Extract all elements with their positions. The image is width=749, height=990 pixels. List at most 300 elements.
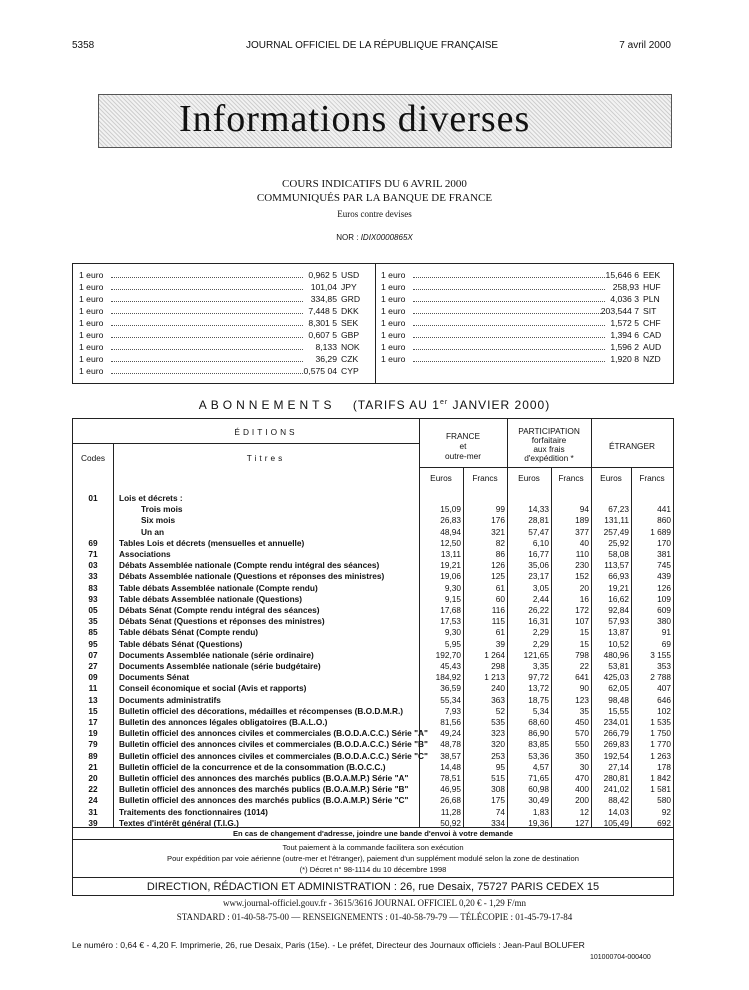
row-value: 55,34 bbox=[440, 694, 461, 705]
row-value: 20 bbox=[579, 582, 589, 593]
rate-label: 1 euro bbox=[381, 330, 406, 340]
rate-label: 1 euro bbox=[79, 318, 104, 328]
row-value: 107 bbox=[575, 616, 589, 627]
row-value: 27,14 bbox=[608, 761, 629, 772]
row-value: 60 bbox=[495, 593, 505, 604]
row-code: 15 bbox=[88, 705, 98, 716]
section-banner bbox=[98, 94, 672, 148]
table-row bbox=[73, 784, 673, 794]
row-code: 89 bbox=[88, 750, 98, 761]
row-value: 3,35 bbox=[532, 661, 549, 671]
table-row bbox=[73, 818, 673, 828]
row-value: 280,81 bbox=[603, 773, 629, 783]
table-row bbox=[73, 515, 673, 525]
row-value: 16,31 bbox=[528, 616, 549, 627]
row-code: 35 bbox=[88, 616, 98, 627]
currency-code: SIT bbox=[643, 306, 657, 316]
row-value: 30 bbox=[579, 761, 589, 772]
row-value: 470 bbox=[575, 773, 589, 783]
leader-dots bbox=[111, 289, 303, 290]
row-value: 26,83 bbox=[440, 515, 461, 526]
row-value: 19,21 bbox=[608, 582, 629, 593]
row-value: 16 bbox=[579, 593, 589, 604]
row-code: 95 bbox=[88, 638, 98, 649]
row-value: 1 263 bbox=[650, 750, 671, 761]
row-value: 26,68 bbox=[440, 795, 461, 806]
table-row bbox=[73, 661, 673, 671]
row-value: 19,06 bbox=[440, 571, 461, 582]
row-value: 92 bbox=[661, 806, 671, 817]
row-value: 53,36 bbox=[528, 750, 549, 761]
currency-code: DKK bbox=[341, 306, 359, 316]
direction-address: DIRECTION, RÉDACTION ET ADMINISTRATION : 26, rue Desaix, 75727 PARIS CEDEX 15 bbox=[146, 881, 600, 893]
row-value: 50,92 bbox=[440, 817, 461, 828]
row-value: 127 bbox=[575, 817, 589, 828]
row-value: 441 bbox=[657, 504, 671, 515]
header-euros-2: Euros bbox=[518, 473, 540, 483]
phones-line: STANDARD : 01-40-58-75-00 — RENSEIGNEMENTS : 01-40-58-79-79 — TÉLÉCOPIE : 01-45-79-17-84 bbox=[176, 912, 573, 922]
subscriptions-label: ABONNEMENTS bbox=[198, 398, 336, 412]
row-value: 14,33 bbox=[528, 504, 549, 515]
leader-dots bbox=[413, 361, 605, 362]
row-code: 05 bbox=[88, 605, 98, 615]
row-title: Table débats Sénat (Questions) bbox=[119, 638, 243, 649]
rate-label: 1 euro bbox=[79, 354, 104, 364]
row-title: Table débats Sénat (Compte rendu) bbox=[119, 627, 259, 638]
row-value: 269,83 bbox=[603, 739, 629, 750]
leader-dots bbox=[111, 325, 303, 326]
row-value: 241,02 bbox=[603, 784, 629, 795]
row-title: Documents Assemblée nationale (série budgétaire) bbox=[119, 661, 321, 671]
table-row bbox=[73, 627, 673, 637]
row-value: 86,90 bbox=[528, 728, 549, 739]
row-value: 48,78 bbox=[440, 739, 461, 750]
row-value: 69 bbox=[661, 638, 671, 649]
row-value: 12 bbox=[579, 806, 589, 817]
table-row bbox=[73, 717, 673, 727]
row-value: 17,68 bbox=[440, 605, 461, 615]
row-value: 99 bbox=[495, 504, 505, 515]
row-value: 745 bbox=[657, 560, 671, 571]
row-title: Conseil économique et social (Avis et rapports) bbox=[119, 683, 307, 694]
row-value: 2,29 bbox=[532, 638, 549, 649]
row-value: 1 535 bbox=[650, 717, 671, 727]
table-row bbox=[73, 795, 673, 805]
row-value: 6,10 bbox=[532, 537, 549, 548]
leader-dots bbox=[413, 325, 605, 326]
table-row bbox=[73, 672, 673, 682]
row-value: 170 bbox=[657, 537, 671, 548]
row-title: Lois et décrets : bbox=[119, 493, 183, 503]
rate-label: 1 euro bbox=[381, 354, 406, 364]
nor-label: NOR : bbox=[336, 233, 359, 242]
row-value: 19,21 bbox=[440, 560, 461, 571]
row-value: 113,57 bbox=[604, 560, 629, 571]
row-value: 323 bbox=[491, 728, 505, 739]
row-value: 363 bbox=[491, 694, 505, 705]
rate-value: 258,93 bbox=[612, 282, 639, 292]
row-value: 11,28 bbox=[440, 806, 461, 817]
row-value: 175 bbox=[491, 795, 505, 806]
row-value: 334 bbox=[491, 817, 505, 828]
row-value: 15 bbox=[579, 638, 589, 649]
row-value: 35,06 bbox=[528, 560, 549, 571]
row-value: 425,03 bbox=[603, 672, 629, 683]
row-value: 39 bbox=[495, 638, 505, 649]
table-row bbox=[73, 583, 673, 593]
row-code: 85 bbox=[88, 627, 98, 638]
row-code: 69 bbox=[88, 537, 98, 548]
row-code: 27 bbox=[88, 661, 98, 671]
row-value: 515 bbox=[491, 773, 505, 783]
table-row bbox=[73, 751, 673, 761]
row-code: 19 bbox=[88, 728, 98, 739]
rate-label: 1 euro bbox=[79, 270, 104, 280]
header-euros-3: Euros bbox=[600, 473, 622, 483]
rate-label: 1 euro bbox=[381, 294, 406, 304]
row-value: 57,93 bbox=[608, 616, 629, 627]
currency-code: CAD bbox=[643, 330, 662, 340]
rate-row bbox=[381, 270, 665, 281]
rate-value: 1,572 5 bbox=[610, 318, 639, 328]
row-code: 31 bbox=[88, 806, 98, 817]
table-row bbox=[73, 560, 673, 570]
row-value: 253 bbox=[491, 750, 505, 761]
row-value: 184,92 bbox=[435, 672, 461, 683]
header-part-2: forfaitaire bbox=[531, 435, 567, 445]
leader-dots bbox=[111, 277, 303, 278]
row-value: 116 bbox=[491, 605, 505, 615]
row-value: 26,22 bbox=[528, 605, 549, 615]
leader-dots bbox=[413, 313, 605, 314]
rates-left-column bbox=[79, 270, 363, 380]
row-value: 2 788 bbox=[650, 672, 671, 683]
rate-row bbox=[381, 354, 665, 365]
row-value: 570 bbox=[575, 728, 589, 739]
rate-value: 0,962 5 bbox=[308, 270, 337, 280]
tarifs-end: JANVIER 2000) bbox=[448, 398, 551, 412]
currency-code: SEK bbox=[341, 318, 359, 328]
rate-value: 8,301 5 bbox=[308, 318, 337, 328]
row-value: 641 bbox=[575, 672, 589, 683]
row-value: 172 bbox=[575, 605, 589, 615]
rate-label: 1 euro bbox=[79, 294, 104, 304]
row-value: 798 bbox=[575, 649, 589, 660]
rate-value: 36,29 bbox=[315, 354, 337, 364]
row-code: 33 bbox=[88, 571, 98, 582]
rate-row bbox=[79, 330, 363, 341]
currency-code: AUD bbox=[643, 342, 662, 352]
header-euros-1: Euros bbox=[430, 473, 452, 483]
row-value: 123 bbox=[575, 694, 589, 705]
row-value: 35 bbox=[579, 705, 589, 716]
row-value: 240 bbox=[491, 683, 505, 694]
row-title: Documents administratifs bbox=[119, 694, 221, 705]
row-value: 16,77 bbox=[528, 549, 549, 559]
row-code: 03 bbox=[88, 560, 98, 571]
grid-line bbox=[419, 467, 673, 468]
section-title: Informations diverses bbox=[179, 98, 531, 140]
row-value: 380 bbox=[657, 616, 671, 627]
row-value: 439 bbox=[657, 571, 671, 582]
row-value: 91 bbox=[661, 627, 671, 638]
rate-label: 1 euro bbox=[381, 318, 406, 328]
row-value: 102 bbox=[657, 705, 671, 716]
row-title: Documents Assemblée nationale (série ordinaire) bbox=[119, 649, 314, 660]
row-value: 16,62 bbox=[608, 593, 629, 604]
row-title: Trois mois bbox=[141, 504, 183, 515]
currency-code: USD bbox=[341, 270, 360, 280]
row-value: 95 bbox=[495, 761, 505, 772]
row-value: 17,53 bbox=[440, 616, 461, 627]
row-value: 692 bbox=[657, 817, 671, 828]
row-value: 1 213 bbox=[484, 672, 505, 683]
rate-value: 1,920 8 bbox=[610, 354, 639, 364]
row-value: 45,43 bbox=[440, 661, 461, 671]
rate-label: 1 euro bbox=[381, 270, 406, 280]
payment-note: Tout paiement à la commande facilitera son exécution bbox=[282, 843, 464, 852]
row-value: 377 bbox=[575, 526, 589, 537]
row-value: 860 bbox=[657, 515, 671, 526]
rate-label: 1 euro bbox=[79, 306, 104, 316]
currency-code: CYP bbox=[341, 366, 359, 376]
leader-dots bbox=[413, 337, 605, 338]
header-france-2: et bbox=[459, 441, 467, 451]
rate-row bbox=[381, 282, 665, 293]
row-value: 12,50 bbox=[440, 537, 461, 548]
row-value: 68,60 bbox=[528, 717, 549, 727]
row-value: 36,59 bbox=[440, 683, 461, 694]
rate-row bbox=[381, 318, 665, 329]
row-code: 39 bbox=[88, 817, 98, 828]
rate-row bbox=[79, 318, 363, 329]
header-part-3: aux frais bbox=[533, 444, 565, 454]
row-value: 266,79 bbox=[603, 728, 629, 739]
header-etranger: ÉTRANGER bbox=[608, 441, 656, 451]
table-row bbox=[73, 594, 673, 604]
row-value: 13,72 bbox=[528, 683, 549, 694]
row-value: 48,94 bbox=[440, 526, 461, 537]
row-value: 90 bbox=[579, 683, 589, 694]
row-value: 110 bbox=[575, 549, 589, 559]
row-value: 83,85 bbox=[528, 739, 549, 750]
row-value: 152 bbox=[575, 571, 589, 582]
row-value: 57,47 bbox=[528, 526, 549, 537]
row-value: 189 bbox=[575, 515, 589, 526]
header-france bbox=[419, 431, 507, 461]
rate-row bbox=[79, 354, 363, 365]
tarifs-label: (TARIFS AU 1 bbox=[352, 398, 440, 412]
row-value: 308 bbox=[491, 784, 505, 795]
row-title: Bulletin officiel des annonces civiles et commerciales (B.O.D.A.C.C.) Série "A" bbox=[119, 728, 428, 739]
row-code: 24 bbox=[88, 795, 98, 806]
journal-title: JOURNAL OFFICIEL DE LA RÉPUBLIQUE FRANÇAISE bbox=[246, 40, 499, 51]
row-value: 4,57 bbox=[532, 761, 549, 772]
exchange-title-1: COURS INDICATIFS DU 6 AVRIL 2000 bbox=[282, 178, 467, 190]
row-value: 109 bbox=[657, 593, 671, 604]
leader-dots bbox=[111, 373, 303, 374]
rate-value: 4,036 3 bbox=[610, 294, 639, 304]
row-title: Table débats Assemblée nationale (Questions) bbox=[119, 593, 303, 604]
row-value: 61 bbox=[495, 582, 505, 593]
header-titres: Titres bbox=[246, 453, 286, 463]
row-value: 53,81 bbox=[608, 661, 629, 671]
row-code: 79 bbox=[88, 739, 98, 750]
table-row bbox=[73, 493, 673, 503]
row-value: 1 581 bbox=[650, 784, 671, 795]
table-row bbox=[73, 695, 673, 705]
row-title: Traitements des fonctionnaires (1014) bbox=[119, 806, 268, 817]
row-value: 15 bbox=[579, 627, 589, 638]
row-title: Débats Assemblée nationale (Questions et réponses des ministres) bbox=[119, 571, 385, 582]
rate-label: 1 euro bbox=[79, 342, 104, 352]
issue-date: 7 avril 2000 bbox=[619, 40, 671, 51]
leader-dots bbox=[111, 301, 303, 302]
rate-value: 0,607 5 bbox=[308, 330, 337, 340]
row-value: 38,57 bbox=[440, 750, 461, 761]
row-code: 71 bbox=[88, 549, 98, 559]
nor-value: IDIX0000865X bbox=[360, 233, 413, 242]
row-title: Bulletin des annonces légales obligatoires (B.A.L.O.) bbox=[119, 717, 328, 727]
row-value: 25,92 bbox=[608, 537, 629, 548]
row-title: Débats Sénat (Questions et réponses des ministres) bbox=[119, 616, 325, 627]
row-value: 67,23 bbox=[608, 504, 629, 515]
grid-line bbox=[73, 877, 673, 878]
exchange-title-2: COMMUNIQUÉS PAR LA BANQUE DE FRANCE bbox=[256, 192, 493, 204]
row-value: 126 bbox=[657, 582, 671, 593]
rate-value: 203,544 7 bbox=[600, 306, 639, 316]
leader-dots bbox=[111, 337, 303, 338]
currency-code: GBP bbox=[341, 330, 360, 340]
column-divider bbox=[375, 264, 376, 383]
row-code: 01 bbox=[88, 493, 98, 503]
currency-code: CZK bbox=[341, 354, 359, 364]
row-value: 320 bbox=[491, 739, 505, 750]
rate-value: 15,646 6 bbox=[605, 270, 639, 280]
row-value: 5,95 bbox=[444, 638, 461, 649]
row-code: 83 bbox=[88, 582, 98, 593]
row-title: Bulletin officiel des décorations, médailles et récompenses (B.O.D.M.R.) bbox=[119, 705, 404, 716]
header-participation bbox=[507, 427, 591, 463]
row-value: 178 bbox=[657, 761, 671, 772]
row-value: 298 bbox=[491, 661, 505, 671]
row-value: 1 842 bbox=[650, 773, 671, 783]
row-code: 07 bbox=[88, 649, 98, 660]
currency-code: NZD bbox=[643, 354, 661, 364]
rates-right-column bbox=[381, 270, 665, 380]
rate-row bbox=[79, 270, 363, 281]
row-value: 52 bbox=[495, 705, 505, 716]
row-value: 2,44 bbox=[532, 593, 549, 604]
row-value: 86 bbox=[495, 549, 505, 559]
row-value: 15,09 bbox=[440, 504, 461, 515]
row-value: 49,24 bbox=[440, 728, 461, 739]
row-value: 646 bbox=[657, 694, 671, 705]
row-value: 18,75 bbox=[528, 694, 549, 705]
row-value: 480,96 bbox=[603, 649, 629, 660]
row-value: 1,83 bbox=[532, 806, 549, 817]
row-title: Bulletin officiel de la concurrence et de la consommation (B.O.C.C.) bbox=[119, 761, 386, 772]
header-codes: Codes bbox=[81, 453, 105, 463]
table-row bbox=[73, 807, 673, 817]
row-code: 22 bbox=[88, 784, 98, 795]
row-value: 257,49 bbox=[603, 526, 629, 537]
currency-code: PLN bbox=[643, 294, 660, 304]
row-value: 30,49 bbox=[528, 795, 549, 806]
leader-dots bbox=[413, 277, 605, 278]
table-row bbox=[73, 639, 673, 649]
row-value: 1 770 bbox=[650, 739, 671, 750]
rate-row bbox=[79, 342, 363, 353]
rate-label: 1 euro bbox=[79, 282, 104, 292]
row-value: 71,65 bbox=[528, 773, 549, 783]
rate-row bbox=[381, 306, 665, 317]
table-row bbox=[73, 683, 673, 693]
row-title: Un an bbox=[141, 526, 165, 537]
rate-row bbox=[79, 366, 363, 377]
row-value: 66,93 bbox=[608, 571, 629, 582]
row-value: 3 155 bbox=[650, 649, 671, 660]
header-france-3: outre-mer bbox=[445, 451, 481, 461]
row-value: 81,56 bbox=[440, 717, 461, 727]
row-value: 580 bbox=[657, 795, 671, 806]
row-value: 94 bbox=[579, 504, 589, 515]
row-code: 20 bbox=[88, 773, 98, 783]
row-title: Textes d'intérêt général (T.I.G.) bbox=[119, 817, 239, 828]
header-francs-1: Francs bbox=[472, 473, 498, 483]
footer-text: Le numéro : 0,64 € - 4,20 F. Imprimerie, 26, rue Desaix, Paris (15e). - Le préfet, Directeur des Journaux officiels : Jean-Paul BOLUFER bbox=[72, 940, 585, 950]
row-code: 17 bbox=[88, 717, 98, 727]
row-value: 61 bbox=[495, 627, 505, 638]
header-editions: ÉDITIONS bbox=[234, 427, 298, 437]
table-row bbox=[73, 605, 673, 615]
address-change-note: En cas de changement d'adresse, joindre une bande d'envoi à votre demande bbox=[232, 829, 514, 838]
table-row bbox=[73, 527, 673, 537]
rate-value: 7,448 5 bbox=[308, 306, 337, 316]
leader-dots bbox=[111, 349, 303, 350]
row-value: 28,81 bbox=[528, 515, 549, 526]
row-value: 7,93 bbox=[444, 705, 461, 716]
row-value: 381 bbox=[657, 549, 671, 559]
row-title: Bulletin officiel des annonces des marchés publics (B.O.A.M.P.) Série "B" bbox=[119, 784, 409, 795]
row-value: 60,98 bbox=[528, 784, 549, 795]
header-francs-3: Francs bbox=[639, 473, 665, 483]
rate-row bbox=[79, 294, 363, 305]
currency-code: HUF bbox=[643, 282, 661, 292]
row-value: 46,95 bbox=[440, 784, 461, 795]
tarifs-sup: er bbox=[439, 399, 449, 406]
row-title: Débats Assemblée nationale (Compte rendu intégral des séances) bbox=[119, 560, 380, 571]
table-row bbox=[73, 739, 673, 749]
table-row bbox=[73, 773, 673, 783]
leader-dots bbox=[413, 349, 605, 350]
row-value: 14,48 bbox=[440, 761, 461, 772]
currency-code: GRD bbox=[341, 294, 361, 304]
row-title: Bulletin officiel des annonces des marchés publics (B.O.A.M.P.) Série "C" bbox=[119, 795, 409, 806]
exchange-rates-table bbox=[72, 263, 674, 384]
row-value: 62,05 bbox=[608, 683, 629, 694]
table-row bbox=[73, 504, 673, 514]
row-value: 22 bbox=[579, 661, 589, 671]
table-row bbox=[73, 549, 673, 559]
rate-row bbox=[79, 282, 363, 293]
header-france-1: FRANCE bbox=[445, 431, 481, 441]
rate-value: 334,85 bbox=[310, 294, 337, 304]
leader-dots bbox=[111, 313, 303, 314]
row-code: 11 bbox=[88, 683, 98, 694]
row-value: 609 bbox=[657, 605, 671, 615]
row-title: Débats Sénat (Compte rendu intégral des séances) bbox=[119, 605, 320, 615]
